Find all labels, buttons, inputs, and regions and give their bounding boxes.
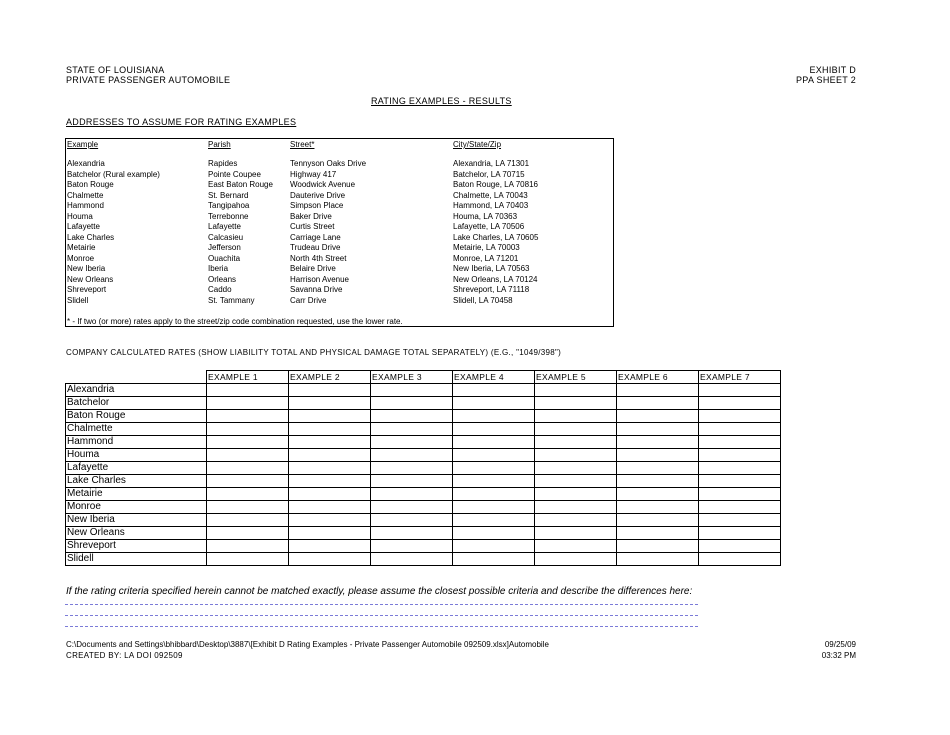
rates-row-label: Batchelor	[66, 397, 207, 410]
rate-input-cell[interactable]	[699, 397, 781, 410]
rate-input-cell[interactable]	[535, 410, 617, 423]
rates-corner-cell	[66, 371, 207, 384]
address-cell: Jefferson	[208, 243, 241, 252]
address-cell: Shreveport	[67, 285, 107, 294]
addresses-section-title: ADDRESSES TO ASSUME FOR RATING EXAMPLES	[66, 117, 297, 127]
rate-input-cell[interactable]	[617, 514, 699, 527]
addresses-footnote: * - If two (or more) rates apply to the street/zip code combination requested, use the lower rate.	[67, 317, 403, 326]
rate-input-cell[interactable]	[453, 462, 535, 475]
address-cell: Monroe	[67, 253, 95, 263]
rates-row-label: Lafayette	[66, 462, 207, 475]
rate-input-cell[interactable]	[289, 384, 371, 397]
rate-input-cell[interactable]	[617, 384, 699, 397]
footer-time: 03:32 PM	[821, 651, 856, 660]
rate-input-cell[interactable]	[535, 397, 617, 410]
rate-input-cell[interactable]	[699, 410, 781, 423]
rate-input-cell[interactable]	[371, 397, 453, 410]
addresses-col-example: Example	[67, 140, 99, 149]
rate-input-cell[interactable]	[535, 449, 617, 462]
address-cell: Alexandria, LA 71301	[453, 159, 530, 168]
rate-input-cell[interactable]	[453, 397, 535, 410]
address-cell: East Baton Rouge	[208, 180, 273, 189]
rate-input-cell[interactable]	[371, 553, 453, 566]
rates-row-label: Alexandria	[66, 384, 207, 397]
rates-section-title: COMPANY CALCULATED RATES (SHOW LIABILITY TOTAL AND PHYSICAL DAMAGE TOTAL SEPARATELY) (E.G., "1049/398")	[66, 348, 562, 357]
address-cell: Lafayette, LA 70506	[453, 222, 525, 231]
rates-col-example-1: EXAMPLE 1	[207, 371, 289, 384]
address-cell: Calcasieu	[208, 232, 244, 242]
rate-input-cell[interactable]	[371, 514, 453, 527]
rates-col-example-2: EXAMPLE 2	[289, 371, 371, 384]
table-row	[66, 449, 781, 462]
rate-input-cell[interactable]	[453, 488, 535, 501]
rate-input-cell[interactable]	[371, 423, 453, 436]
rate-input-cell[interactable]	[699, 462, 781, 475]
addresses-city-column	[453, 159, 538, 306]
rate-input-cell[interactable]	[289, 410, 371, 423]
table-row	[66, 501, 781, 514]
rate-input-cell[interactable]	[699, 436, 781, 449]
rate-input-cell[interactable]	[289, 540, 371, 553]
rate-input-cell[interactable]	[617, 397, 699, 410]
address-cell: Lake Charles, LA 70605	[453, 232, 539, 242]
address-cell: Chalmette	[67, 190, 104, 200]
rates-row-label: Metairie	[66, 488, 207, 501]
address-cell: Tennyson Oaks Drive	[290, 159, 367, 168]
addresses-col-street: Street*	[290, 140, 315, 149]
rate-input-cell[interactable]	[535, 475, 617, 488]
table-row	[66, 514, 781, 527]
rate-input-cell[interactable]	[617, 527, 699, 540]
rate-input-cell[interactable]	[617, 462, 699, 475]
rate-input-cell[interactable]	[371, 449, 453, 462]
rate-input-cell[interactable]	[289, 488, 371, 501]
address-cell: Terrebonne	[208, 211, 249, 221]
address-cell: Metairie	[67, 243, 96, 252]
rate-input-cell[interactable]	[617, 553, 699, 566]
rate-input-cell[interactable]	[453, 540, 535, 553]
rate-input-cell[interactable]	[371, 488, 453, 501]
address-cell: Slidell, LA 70458	[453, 295, 513, 305]
rate-input-cell[interactable]	[207, 501, 289, 514]
addresses-col-parish: Parish	[208, 140, 231, 149]
rate-input-cell[interactable]	[699, 553, 781, 566]
rate-input-cell[interactable]	[371, 384, 453, 397]
rate-input-cell[interactable]	[535, 462, 617, 475]
rate-input-cell[interactable]	[289, 553, 371, 566]
rate-input-cell[interactable]	[289, 449, 371, 462]
table-row	[66, 462, 781, 475]
rate-input-cell[interactable]	[371, 475, 453, 488]
address-cell: Hammond	[67, 201, 104, 210]
exhibit-label: EXHIBIT D	[809, 65, 856, 75]
address-cell: Houma	[67, 211, 93, 221]
rate-input-cell[interactable]	[535, 501, 617, 514]
address-cell: Batchelor, LA 70715	[453, 169, 525, 179]
file-path: C:\Documents and Settings\bhibbard\Desktop\3887\[Exhibit D Rating Examples - Private Passenger Automobile 092509.xlsx]Automobile	[66, 640, 549, 649]
address-cell: Orleans	[208, 274, 237, 284]
differences-note: If the rating criteria specified herein cannot be matched exactly, please assume the closest possible criteria and describe the differences here:	[66, 586, 693, 597]
rate-input-cell[interactable]	[289, 397, 371, 410]
address-cell: Slidell	[67, 295, 89, 305]
rate-input-cell[interactable]	[289, 527, 371, 540]
rates-col-example-5: EXAMPLE 5	[535, 371, 617, 384]
rate-input-cell[interactable]	[207, 436, 289, 449]
address-cell: Baton Rouge, LA 70816	[453, 180, 538, 189]
address-cell: Batchelor (Rural example)	[67, 169, 160, 179]
rate-input-cell[interactable]	[535, 384, 617, 397]
rate-input-cell[interactable]	[207, 384, 289, 397]
created-by: CREATED BY: LA DOI 092509	[66, 651, 183, 660]
address-cell: Baton Rouge	[67, 180, 114, 189]
rate-input-cell[interactable]	[617, 540, 699, 553]
rate-input-cell[interactable]	[535, 436, 617, 449]
table-row	[66, 527, 781, 540]
rate-input-cell[interactable]	[453, 527, 535, 540]
address-cell: Simpson Place	[290, 201, 344, 210]
rate-input-cell[interactable]	[289, 423, 371, 436]
rates-row-label: Slidell	[66, 553, 207, 566]
rate-input-cell[interactable]	[371, 501, 453, 514]
rate-input-cell[interactable]	[207, 540, 289, 553]
line-of-business-label: PRIVATE PASSENGER AUTOMOBILE	[66, 75, 231, 85]
address-cell: Alexandria	[67, 159, 105, 168]
address-cell: Lafayette	[67, 222, 100, 231]
rate-input-cell[interactable]	[617, 449, 699, 462]
rate-input-cell[interactable]	[207, 449, 289, 462]
address-cell: Trudeau Drive	[290, 243, 341, 252]
rate-input-cell[interactable]	[289, 514, 371, 527]
address-cell: Carriage Lane	[290, 232, 341, 242]
address-cell: Hammond, LA 70403	[453, 201, 529, 210]
table-row	[66, 397, 781, 410]
address-cell: Lafayette	[208, 222, 241, 231]
rates-row-label: Baton Rouge	[66, 410, 207, 423]
rate-input-cell[interactable]	[453, 514, 535, 527]
rate-input-cell[interactable]	[699, 384, 781, 397]
rates-row-label: Chalmette	[66, 423, 207, 436]
rate-input-cell[interactable]	[371, 410, 453, 423]
table-row	[66, 436, 781, 449]
table-row	[66, 475, 781, 488]
state-label: STATE OF LOUISIANA	[66, 65, 165, 75]
answer-line-2[interactable]	[65, 615, 698, 616]
rate-input-cell[interactable]	[453, 423, 535, 436]
addresses-table	[65, 138, 614, 327]
rate-input-cell[interactable]	[617, 436, 699, 449]
rates-row-label: Shreveport	[66, 540, 207, 553]
rate-input-cell[interactable]	[699, 449, 781, 462]
address-cell: Dauterive Drive	[290, 190, 346, 200]
address-cell: Metairie, LA 70003	[453, 243, 520, 252]
address-cell: Woodwick Avenue	[290, 180, 356, 189]
rates-row-label: New Orleans	[66, 527, 207, 540]
rate-input-cell[interactable]	[207, 553, 289, 566]
rates-table	[65, 370, 781, 566]
rate-input-cell[interactable]	[617, 423, 699, 436]
address-cell: Rapides	[208, 159, 238, 168]
rate-input-cell[interactable]	[453, 553, 535, 566]
rate-input-cell[interactable]	[289, 501, 371, 514]
rate-input-cell[interactable]	[535, 540, 617, 553]
rate-input-cell[interactable]	[371, 527, 453, 540]
rate-input-cell[interactable]	[453, 436, 535, 449]
rates-col-example-6: EXAMPLE 6	[617, 371, 699, 384]
rate-input-cell[interactable]	[699, 527, 781, 540]
rate-input-cell[interactable]	[371, 540, 453, 553]
address-cell: Iberia	[208, 264, 229, 273]
rate-input-cell[interactable]	[535, 553, 617, 566]
rate-input-cell[interactable]	[453, 475, 535, 488]
rate-input-cell[interactable]	[289, 462, 371, 475]
table-row	[66, 384, 781, 397]
table-row	[66, 410, 781, 423]
rate-input-cell[interactable]	[207, 488, 289, 501]
rates-row-label: New Iberia	[66, 514, 207, 527]
address-cell: Tangipahoa	[208, 201, 250, 210]
rate-input-cell[interactable]	[699, 514, 781, 527]
addresses-parish-column	[208, 159, 273, 306]
rate-input-cell[interactable]	[453, 384, 535, 397]
address-cell: Monroe, LA 71201	[453, 253, 519, 263]
rate-input-cell[interactable]	[453, 449, 535, 462]
rates-row-label: Lake Charles	[66, 475, 207, 488]
address-cell: New Orleans	[67, 274, 114, 284]
address-cell: Baker Drive	[290, 211, 332, 221]
rates-header-row	[66, 371, 781, 384]
page-title: RATING EXAMPLES - RESULTS	[371, 96, 512, 106]
address-cell: Carr Drive	[290, 295, 327, 305]
address-cell: St. Bernard	[208, 190, 249, 200]
address-cell: New Iberia, LA 70563	[453, 264, 530, 273]
rate-input-cell[interactable]	[207, 397, 289, 410]
rate-input-cell[interactable]	[289, 475, 371, 488]
address-cell: Belaire Drive	[290, 264, 336, 273]
table-row	[66, 540, 781, 553]
address-cell: North 4th Street	[290, 253, 347, 263]
rate-input-cell[interactable]	[453, 410, 535, 423]
rate-input-cell[interactable]	[535, 527, 617, 540]
rate-input-cell[interactable]	[617, 501, 699, 514]
rate-input-cell[interactable]	[699, 423, 781, 436]
rates-row-label: Hammond	[66, 436, 207, 449]
rate-input-cell[interactable]	[699, 475, 781, 488]
address-cell: Pointe Coupee	[208, 169, 261, 179]
address-cell: Highway 417	[290, 169, 337, 179]
sheet-label: PPA SHEET 2	[796, 75, 856, 85]
rates-col-example-4: EXAMPLE 4	[453, 371, 535, 384]
footer-date: 09/25/09	[824, 640, 856, 649]
rate-input-cell[interactable]	[207, 423, 289, 436]
rate-input-cell[interactable]	[535, 488, 617, 501]
addresses-street-column	[290, 159, 366, 306]
address-cell: Houma, LA 70363	[453, 211, 518, 221]
rates-col-example-3: EXAMPLE 3	[371, 371, 453, 384]
rate-input-cell[interactable]	[207, 514, 289, 527]
address-cell: St. Tammany	[208, 295, 255, 305]
address-cell: Curtis Street	[290, 222, 335, 231]
addresses-example-column	[67, 159, 160, 306]
rate-input-cell[interactable]	[289, 436, 371, 449]
rate-input-cell[interactable]	[207, 462, 289, 475]
address-cell: Savanna Drive	[290, 285, 343, 294]
rates-row-label: Houma	[66, 449, 207, 462]
address-cell: Chalmette, LA 70043	[453, 190, 528, 200]
rate-input-cell[interactable]	[617, 410, 699, 423]
rates-col-example-7: EXAMPLE 7	[699, 371, 781, 384]
address-cell: Caddo	[208, 285, 232, 294]
table-row	[66, 488, 781, 501]
addresses-col-city: City/State/Zip	[453, 140, 502, 149]
rate-input-cell[interactable]	[617, 475, 699, 488]
rates-row-label: Monroe	[66, 501, 207, 514]
address-cell: Ouachita	[208, 253, 241, 263]
rate-input-cell[interactable]	[699, 501, 781, 514]
address-cell: Harrison Avenue	[290, 274, 349, 284]
rate-input-cell[interactable]	[453, 501, 535, 514]
address-cell: Shreveport, LA 71118	[453, 285, 530, 294]
rate-input-cell[interactable]	[371, 436, 453, 449]
answer-line-3[interactable]	[65, 626, 698, 627]
rate-input-cell[interactable]	[535, 514, 617, 527]
rate-input-cell[interactable]	[207, 410, 289, 423]
address-cell: New Orleans, LA 70124	[453, 274, 538, 284]
rate-input-cell[interactable]	[535, 423, 617, 436]
table-row	[66, 423, 781, 436]
table-row	[66, 553, 781, 566]
answer-line-1[interactable]	[65, 604, 698, 605]
rate-input-cell[interactable]	[699, 488, 781, 501]
rate-input-cell[interactable]	[371, 462, 453, 475]
rate-input-cell[interactable]	[207, 527, 289, 540]
rate-input-cell[interactable]	[617, 488, 699, 501]
rate-input-cell[interactable]	[207, 475, 289, 488]
address-cell: New Iberia	[67, 264, 106, 273]
rate-input-cell[interactable]	[699, 540, 781, 553]
address-cell: Lake Charles	[67, 232, 115, 242]
